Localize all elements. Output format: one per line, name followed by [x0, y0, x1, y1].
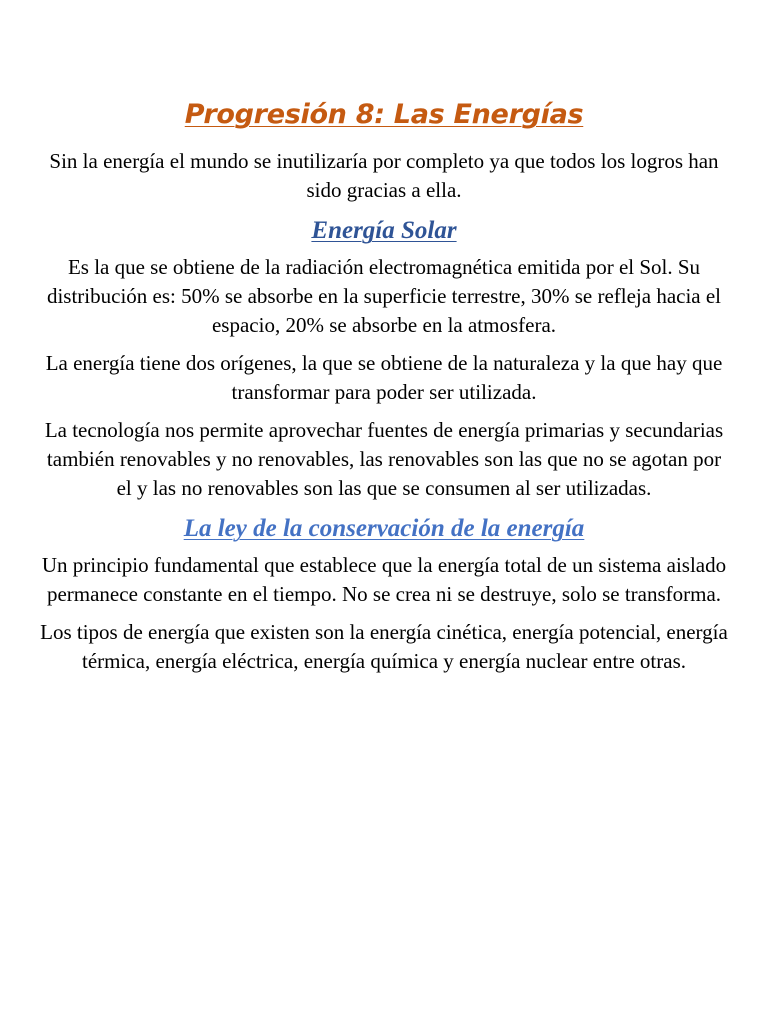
solar-paragraph: Es la que se obtiene de la radiación electromagnética emitida por el Sol. Su distribución es: 50% se absorbe en la superficie terrestre, 30% se refleja hacia el espacio, 20% se absorbe en la atmosfera. [46, 255, 722, 337]
section-heading-solar: Energía Solar [311, 217, 457, 244]
intro-paragraph: Sin la energía el mundo se inutilizaría por completo ya que todos los logros han sido gracias a ella. [49, 149, 719, 202]
page-title: Progresión 8: Las Energías [184, 99, 584, 130]
solar-paragraph: La tecnología nos permite aprovechar fuentes de energía primarias y secundarias también renovables y no renovables, las renovables son las que no se agotan por el y las no renovables son las que se consumen al ser utilizadas. [44, 418, 724, 500]
conservation-paragraph: Un principio fundamental que establece que la energía total de un sistema aislado permanece constante en el tiempo. No se crea ni se destruye, solo se transforma. [41, 553, 727, 606]
section-heading-conservation-law: La ley de la conservación de la energía [183, 515, 585, 542]
solar-paragraph: La energía tiene dos orígenes, la que se obtiene de la naturaleza y la que hay que transformar para poder ser utilizada. [45, 351, 723, 404]
conservation-paragraph: Los tipos de energía que existen son la energía cinética, energía potencial, energía térmica, energía eléctrica, energía química y energía nuclear entre otras. [40, 620, 728, 673]
